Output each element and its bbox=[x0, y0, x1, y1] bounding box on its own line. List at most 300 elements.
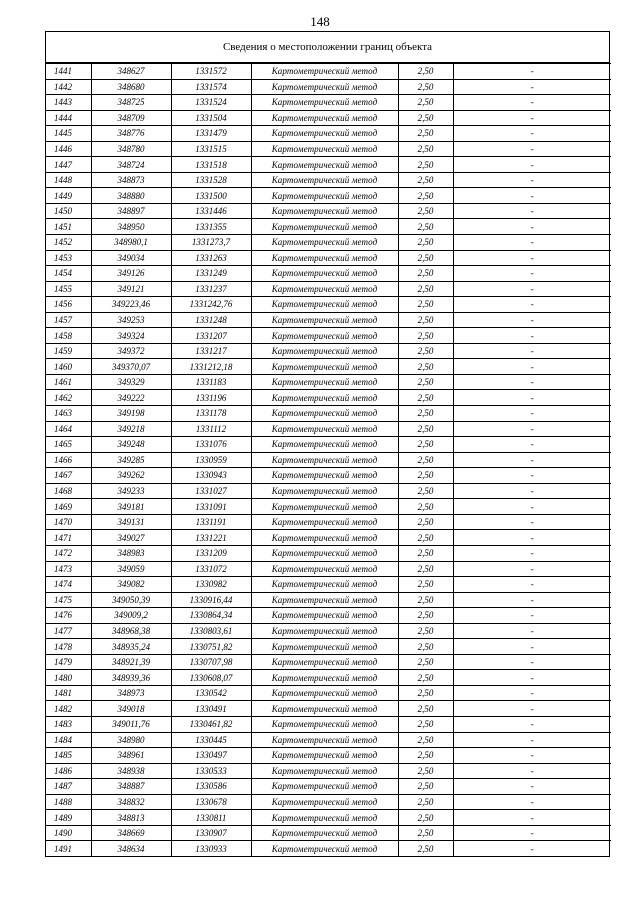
y-coordinate-cell: 1330864,34 bbox=[171, 608, 251, 624]
y-coordinate-cell: 1330959 bbox=[171, 452, 251, 468]
note-cell: - bbox=[453, 64, 611, 80]
table-row bbox=[46, 359, 611, 375]
table-row bbox=[46, 468, 611, 484]
error-cell: 2,50 bbox=[398, 266, 453, 282]
point-number-cell: 1472 bbox=[46, 545, 91, 561]
y-coordinate-cell: 1330803,61 bbox=[171, 623, 251, 639]
point-number-cell: 1478 bbox=[46, 639, 91, 655]
note-cell: - bbox=[453, 841, 611, 856]
note-cell: - bbox=[453, 141, 611, 157]
x-coordinate-cell: 349082 bbox=[91, 577, 171, 593]
error-cell: 2,50 bbox=[398, 701, 453, 717]
method-cell: Картометрический метод bbox=[251, 421, 398, 437]
y-coordinate-cell: 1330751,82 bbox=[171, 639, 251, 655]
point-number-cell: 1451 bbox=[46, 219, 91, 235]
error-cell: 2,50 bbox=[398, 810, 453, 826]
error-cell: 2,50 bbox=[398, 514, 453, 530]
x-coordinate-cell: 349248 bbox=[91, 437, 171, 453]
table-row bbox=[46, 810, 611, 826]
method-cell: Картометрический метод bbox=[251, 748, 398, 764]
table-row bbox=[46, 794, 611, 810]
y-coordinate-cell: 1331355 bbox=[171, 219, 251, 235]
point-number-cell: 1467 bbox=[46, 468, 91, 484]
y-coordinate-cell: 1331574 bbox=[171, 79, 251, 95]
table-row bbox=[46, 281, 611, 297]
point-number-cell: 1448 bbox=[46, 172, 91, 188]
error-cell: 2,50 bbox=[398, 406, 453, 422]
note-cell: - bbox=[453, 281, 611, 297]
error-cell: 2,50 bbox=[398, 281, 453, 297]
table-row bbox=[46, 343, 611, 359]
x-coordinate-cell: 349372 bbox=[91, 343, 171, 359]
y-coordinate-cell: 1330707,98 bbox=[171, 654, 251, 670]
point-number-cell: 1491 bbox=[46, 841, 91, 856]
point-number-cell: 1477 bbox=[46, 623, 91, 639]
table-row bbox=[46, 530, 611, 546]
error-cell: 2,50 bbox=[398, 483, 453, 499]
method-cell: Картометрический метод bbox=[251, 530, 398, 546]
table-row bbox=[46, 172, 611, 188]
y-coordinate-cell: 1331249 bbox=[171, 266, 251, 282]
y-coordinate-cell: 1331504 bbox=[171, 110, 251, 126]
method-cell: Картометрический метод bbox=[251, 203, 398, 219]
note-cell: - bbox=[453, 359, 611, 375]
x-coordinate-cell: 348680 bbox=[91, 79, 171, 95]
y-coordinate-cell: 1330907 bbox=[171, 825, 251, 841]
point-number-cell: 1486 bbox=[46, 763, 91, 779]
table-row bbox=[46, 545, 611, 561]
method-cell: Картометрический метод bbox=[251, 825, 398, 841]
note-cell: - bbox=[453, 685, 611, 701]
x-coordinate-cell: 348968,38 bbox=[91, 623, 171, 639]
y-coordinate-cell: 1330491 bbox=[171, 701, 251, 717]
x-coordinate-cell: 348980 bbox=[91, 732, 171, 748]
note-cell: - bbox=[453, 328, 611, 344]
note-cell: - bbox=[453, 374, 611, 390]
coordinates-table-body bbox=[46, 64, 611, 856]
error-cell: 2,50 bbox=[398, 545, 453, 561]
point-number-cell: 1463 bbox=[46, 406, 91, 422]
table-row bbox=[46, 825, 611, 841]
error-cell: 2,50 bbox=[398, 312, 453, 328]
method-cell: Картометрический метод bbox=[251, 126, 398, 142]
table-row bbox=[46, 452, 611, 468]
error-cell: 2,50 bbox=[398, 343, 453, 359]
error-cell: 2,50 bbox=[398, 126, 453, 142]
note-cell: - bbox=[453, 219, 611, 235]
error-cell: 2,50 bbox=[398, 561, 453, 577]
point-number-cell: 1481 bbox=[46, 685, 91, 701]
y-coordinate-cell: 1331242,76 bbox=[171, 297, 251, 313]
table-row bbox=[46, 748, 611, 764]
x-coordinate-cell: 348950 bbox=[91, 219, 171, 235]
note-cell: - bbox=[453, 390, 611, 406]
x-coordinate-cell: 349050,39 bbox=[91, 592, 171, 608]
error-cell: 2,50 bbox=[398, 172, 453, 188]
note-cell: - bbox=[453, 561, 611, 577]
y-coordinate-cell: 1331209 bbox=[171, 545, 251, 561]
y-coordinate-cell: 1331183 bbox=[171, 374, 251, 390]
table-row bbox=[46, 297, 611, 313]
method-cell: Картометрический метод bbox=[251, 514, 398, 530]
method-cell: Картометрический метод bbox=[251, 670, 398, 686]
table-row bbox=[46, 437, 611, 453]
method-cell: Картометрический метод bbox=[251, 188, 398, 204]
x-coordinate-cell: 348627 bbox=[91, 64, 171, 80]
method-cell: Картометрический метод bbox=[251, 841, 398, 856]
table-row bbox=[46, 328, 611, 344]
table-row bbox=[46, 561, 611, 577]
x-coordinate-cell: 348887 bbox=[91, 779, 171, 795]
method-cell: Картометрический метод bbox=[251, 499, 398, 515]
method-cell: Картометрический метод bbox=[251, 545, 398, 561]
table-row bbox=[46, 732, 611, 748]
note-cell: - bbox=[453, 716, 611, 732]
note-cell: - bbox=[453, 110, 611, 126]
x-coordinate-cell: 349253 bbox=[91, 312, 171, 328]
x-coordinate-cell: 348939,36 bbox=[91, 670, 171, 686]
y-coordinate-cell: 1330678 bbox=[171, 794, 251, 810]
x-coordinate-cell: 348880 bbox=[91, 188, 171, 204]
y-coordinate-cell: 1331112 bbox=[171, 421, 251, 437]
error-cell: 2,50 bbox=[398, 577, 453, 593]
method-cell: Картометрический метод bbox=[251, 794, 398, 810]
table-row bbox=[46, 219, 611, 235]
point-number-cell: 1485 bbox=[46, 748, 91, 764]
error-cell: 2,50 bbox=[398, 841, 453, 856]
x-coordinate-cell: 348813 bbox=[91, 810, 171, 826]
y-coordinate-cell: 1331207 bbox=[171, 328, 251, 344]
table-row bbox=[46, 654, 611, 670]
note-cell: - bbox=[453, 250, 611, 266]
y-coordinate-cell: 1331091 bbox=[171, 499, 251, 515]
table-row bbox=[46, 716, 611, 732]
method-cell: Картометрический метод bbox=[251, 654, 398, 670]
method-cell: Картометрический метод bbox=[251, 250, 398, 266]
note-cell: - bbox=[453, 203, 611, 219]
point-number-cell: 1482 bbox=[46, 701, 91, 717]
point-number-cell: 1447 bbox=[46, 157, 91, 173]
note-cell: - bbox=[453, 266, 611, 282]
note-cell: - bbox=[453, 592, 611, 608]
y-coordinate-cell: 1330533 bbox=[171, 763, 251, 779]
x-coordinate-cell: 349324 bbox=[91, 328, 171, 344]
table-row bbox=[46, 110, 611, 126]
method-cell: Картометрический метод bbox=[251, 577, 398, 593]
y-coordinate-cell: 1331273,7 bbox=[171, 235, 251, 251]
point-number-cell: 1487 bbox=[46, 779, 91, 795]
x-coordinate-cell: 349034 bbox=[91, 250, 171, 266]
point-number-cell: 1444 bbox=[46, 110, 91, 126]
table-row bbox=[46, 157, 611, 173]
error-cell: 2,50 bbox=[398, 437, 453, 453]
error-cell: 2,50 bbox=[398, 79, 453, 95]
y-coordinate-cell: 1331572 bbox=[171, 64, 251, 80]
point-number-cell: 1442 bbox=[46, 79, 91, 95]
table-row bbox=[46, 79, 611, 95]
y-coordinate-cell: 1330933 bbox=[171, 841, 251, 856]
point-number-cell: 1470 bbox=[46, 514, 91, 530]
table-row bbox=[46, 374, 611, 390]
method-cell: Картометрический метод bbox=[251, 281, 398, 297]
table-row bbox=[46, 701, 611, 717]
method-cell: Картометрический метод bbox=[251, 374, 398, 390]
method-cell: Картометрический метод bbox=[251, 64, 398, 80]
method-cell: Картометрический метод bbox=[251, 592, 398, 608]
note-cell: - bbox=[453, 126, 611, 142]
point-number-cell: 1455 bbox=[46, 281, 91, 297]
method-cell: Картометрический метод bbox=[251, 452, 398, 468]
page-number: 148 bbox=[310, 14, 330, 29]
note-cell: - bbox=[453, 421, 611, 437]
x-coordinate-cell: 349222 bbox=[91, 390, 171, 406]
table-row bbox=[46, 250, 611, 266]
point-number-cell: 1476 bbox=[46, 608, 91, 624]
y-coordinate-cell: 1331248 bbox=[171, 312, 251, 328]
point-number-cell: 1465 bbox=[46, 437, 91, 453]
method-cell: Картометрический метод bbox=[251, 639, 398, 655]
method-cell: Картометрический метод bbox=[251, 685, 398, 701]
table-row bbox=[46, 483, 611, 499]
table-row bbox=[46, 312, 611, 328]
error-cell: 2,50 bbox=[398, 359, 453, 375]
note-cell: - bbox=[453, 654, 611, 670]
x-coordinate-cell: 349131 bbox=[91, 514, 171, 530]
x-coordinate-cell: 348725 bbox=[91, 95, 171, 111]
method-cell: Картометрический метод bbox=[251, 406, 398, 422]
error-cell: 2,50 bbox=[398, 219, 453, 235]
y-coordinate-cell: 1331217 bbox=[171, 343, 251, 359]
note-cell: - bbox=[453, 297, 611, 313]
error-cell: 2,50 bbox=[398, 157, 453, 173]
method-cell: Картометрический метод bbox=[251, 561, 398, 577]
x-coordinate-cell: 349027 bbox=[91, 530, 171, 546]
x-coordinate-cell: 349018 bbox=[91, 701, 171, 717]
x-coordinate-cell: 349009,2 bbox=[91, 608, 171, 624]
error-cell: 2,50 bbox=[398, 716, 453, 732]
x-coordinate-cell: 349198 bbox=[91, 406, 171, 422]
point-number-cell: 1445 bbox=[46, 126, 91, 142]
x-coordinate-cell: 348669 bbox=[91, 825, 171, 841]
method-cell: Картометрический метод bbox=[251, 779, 398, 795]
y-coordinate-cell: 1330811 bbox=[171, 810, 251, 826]
table-row bbox=[46, 141, 611, 157]
error-cell: 2,50 bbox=[398, 250, 453, 266]
point-number-cell: 1473 bbox=[46, 561, 91, 577]
note-cell: - bbox=[453, 499, 611, 515]
error-cell: 2,50 bbox=[398, 468, 453, 484]
method-cell: Картометрический метод bbox=[251, 141, 398, 157]
point-number-cell: 1446 bbox=[46, 141, 91, 157]
x-coordinate-cell: 349011,76 bbox=[91, 716, 171, 732]
method-cell: Картометрический метод bbox=[251, 297, 398, 313]
method-cell: Картометрический метод bbox=[251, 468, 398, 484]
x-coordinate-cell: 348921,39 bbox=[91, 654, 171, 670]
table-row bbox=[46, 235, 611, 251]
method-cell: Картометрический метод bbox=[251, 235, 398, 251]
error-cell: 2,50 bbox=[398, 499, 453, 515]
error-cell: 2,50 bbox=[398, 794, 453, 810]
note-cell: - bbox=[453, 779, 611, 795]
method-cell: Картометрический метод bbox=[251, 608, 398, 624]
x-coordinate-cell: 349285 bbox=[91, 452, 171, 468]
method-cell: Картометрический метод bbox=[251, 343, 398, 359]
method-cell: Картометрический метод bbox=[251, 483, 398, 499]
note-cell: - bbox=[453, 406, 611, 422]
x-coordinate-cell: 349370,07 bbox=[91, 359, 171, 375]
error-cell: 2,50 bbox=[398, 639, 453, 655]
note-cell: - bbox=[453, 748, 611, 764]
method-cell: Картометрический метод bbox=[251, 623, 398, 639]
error-cell: 2,50 bbox=[398, 825, 453, 841]
x-coordinate-cell: 349218 bbox=[91, 421, 171, 437]
method-cell: Картометрический метод bbox=[251, 172, 398, 188]
note-cell: - bbox=[453, 312, 611, 328]
y-coordinate-cell: 1331515 bbox=[171, 141, 251, 157]
error-cell: 2,50 bbox=[398, 748, 453, 764]
y-coordinate-cell: 1330982 bbox=[171, 577, 251, 593]
table-row bbox=[46, 203, 611, 219]
x-coordinate-cell: 349181 bbox=[91, 499, 171, 515]
x-coordinate-cell: 348709 bbox=[91, 110, 171, 126]
error-cell: 2,50 bbox=[398, 623, 453, 639]
method-cell: Картометрический метод bbox=[251, 312, 398, 328]
error-cell: 2,50 bbox=[398, 732, 453, 748]
note-cell: - bbox=[453, 157, 611, 173]
method-cell: Картометрический метод bbox=[251, 732, 398, 748]
note-cell: - bbox=[453, 639, 611, 655]
y-coordinate-cell: 1331237 bbox=[171, 281, 251, 297]
point-number-cell: 1459 bbox=[46, 343, 91, 359]
method-cell: Картометрический метод bbox=[251, 390, 398, 406]
x-coordinate-cell: 348935,24 bbox=[91, 639, 171, 655]
y-coordinate-cell: 1331076 bbox=[171, 437, 251, 453]
y-coordinate-cell: 1331500 bbox=[171, 188, 251, 204]
error-cell: 2,50 bbox=[398, 95, 453, 111]
y-coordinate-cell: 1331446 bbox=[171, 203, 251, 219]
point-number-cell: 1449 bbox=[46, 188, 91, 204]
y-coordinate-cell: 1331263 bbox=[171, 250, 251, 266]
y-coordinate-cell: 1331027 bbox=[171, 483, 251, 499]
error-cell: 2,50 bbox=[398, 592, 453, 608]
note-cell: - bbox=[453, 623, 611, 639]
x-coordinate-cell: 349121 bbox=[91, 281, 171, 297]
coordinates-table bbox=[46, 63, 611, 856]
note-cell: - bbox=[453, 468, 611, 484]
y-coordinate-cell: 1331191 bbox=[171, 514, 251, 530]
point-number-cell: 1462 bbox=[46, 390, 91, 406]
table-row bbox=[46, 623, 611, 639]
note-cell: - bbox=[453, 530, 611, 546]
method-cell: Картометрический метод bbox=[251, 716, 398, 732]
y-coordinate-cell: 1330445 bbox=[171, 732, 251, 748]
error-cell: 2,50 bbox=[398, 608, 453, 624]
error-cell: 2,50 bbox=[398, 452, 453, 468]
x-coordinate-cell: 349233 bbox=[91, 483, 171, 499]
error-cell: 2,50 bbox=[398, 203, 453, 219]
point-number-cell: 1461 bbox=[46, 374, 91, 390]
y-coordinate-cell: 1331479 bbox=[171, 126, 251, 142]
y-coordinate-cell: 1330586 bbox=[171, 779, 251, 795]
point-number-cell: 1457 bbox=[46, 312, 91, 328]
y-coordinate-cell: 1331518 bbox=[171, 157, 251, 173]
method-cell: Картометрический метод bbox=[251, 437, 398, 453]
x-coordinate-cell: 348873 bbox=[91, 172, 171, 188]
note-cell: - bbox=[453, 825, 611, 841]
x-coordinate-cell: 348980,1 bbox=[91, 235, 171, 251]
error-cell: 2,50 bbox=[398, 141, 453, 157]
error-cell: 2,50 bbox=[398, 235, 453, 251]
point-number-cell: 1450 bbox=[46, 203, 91, 219]
point-number-cell: 1471 bbox=[46, 530, 91, 546]
note-cell: - bbox=[453, 452, 611, 468]
y-coordinate-cell: 1331221 bbox=[171, 530, 251, 546]
note-cell: - bbox=[453, 235, 611, 251]
table-row bbox=[46, 685, 611, 701]
error-cell: 2,50 bbox=[398, 374, 453, 390]
error-cell: 2,50 bbox=[398, 779, 453, 795]
error-cell: 2,50 bbox=[398, 297, 453, 313]
x-coordinate-cell: 348983 bbox=[91, 545, 171, 561]
note-cell: - bbox=[453, 577, 611, 593]
error-cell: 2,50 bbox=[398, 421, 453, 437]
error-cell: 2,50 bbox=[398, 530, 453, 546]
table-row bbox=[46, 421, 611, 437]
section-title: Сведения о местоположении границ объекта bbox=[46, 32, 609, 63]
table-row bbox=[46, 608, 611, 624]
note-cell: - bbox=[453, 794, 611, 810]
note-cell: - bbox=[453, 810, 611, 826]
table-row bbox=[46, 406, 611, 422]
note-cell: - bbox=[453, 172, 611, 188]
note-cell: - bbox=[453, 95, 611, 111]
method-cell: Картометрический метод bbox=[251, 219, 398, 235]
x-coordinate-cell: 348724 bbox=[91, 157, 171, 173]
point-number-cell: 1483 bbox=[46, 716, 91, 732]
point-number-cell: 1474 bbox=[46, 577, 91, 593]
point-number-cell: 1458 bbox=[46, 328, 91, 344]
note-cell: - bbox=[453, 188, 611, 204]
method-cell: Картометрический метод bbox=[251, 110, 398, 126]
table-row bbox=[46, 499, 611, 515]
error-cell: 2,50 bbox=[398, 670, 453, 686]
point-number-cell: 1454 bbox=[46, 266, 91, 282]
y-coordinate-cell: 1330608,07 bbox=[171, 670, 251, 686]
table-row bbox=[46, 64, 611, 80]
point-number-cell: 1452 bbox=[46, 235, 91, 251]
method-cell: Картометрический метод bbox=[251, 763, 398, 779]
y-coordinate-cell: 1330542 bbox=[171, 685, 251, 701]
x-coordinate-cell: 348776 bbox=[91, 126, 171, 142]
error-cell: 2,50 bbox=[398, 110, 453, 126]
x-coordinate-cell: 349262 bbox=[91, 468, 171, 484]
x-coordinate-cell: 348634 bbox=[91, 841, 171, 856]
error-cell: 2,50 bbox=[398, 685, 453, 701]
method-cell: Картометрический метод bbox=[251, 266, 398, 282]
coordinates-table-sheet bbox=[45, 31, 610, 857]
method-cell: Картометрический метод bbox=[251, 95, 398, 111]
y-coordinate-cell: 1331072 bbox=[171, 561, 251, 577]
table-row bbox=[46, 390, 611, 406]
x-coordinate-cell: 349059 bbox=[91, 561, 171, 577]
point-number-cell: 1480 bbox=[46, 670, 91, 686]
error-cell: 2,50 bbox=[398, 328, 453, 344]
y-coordinate-cell: 1331528 bbox=[171, 172, 251, 188]
note-cell: - bbox=[453, 701, 611, 717]
note-cell: - bbox=[453, 670, 611, 686]
note-cell: - bbox=[453, 79, 611, 95]
y-coordinate-cell: 1330916,44 bbox=[171, 592, 251, 608]
